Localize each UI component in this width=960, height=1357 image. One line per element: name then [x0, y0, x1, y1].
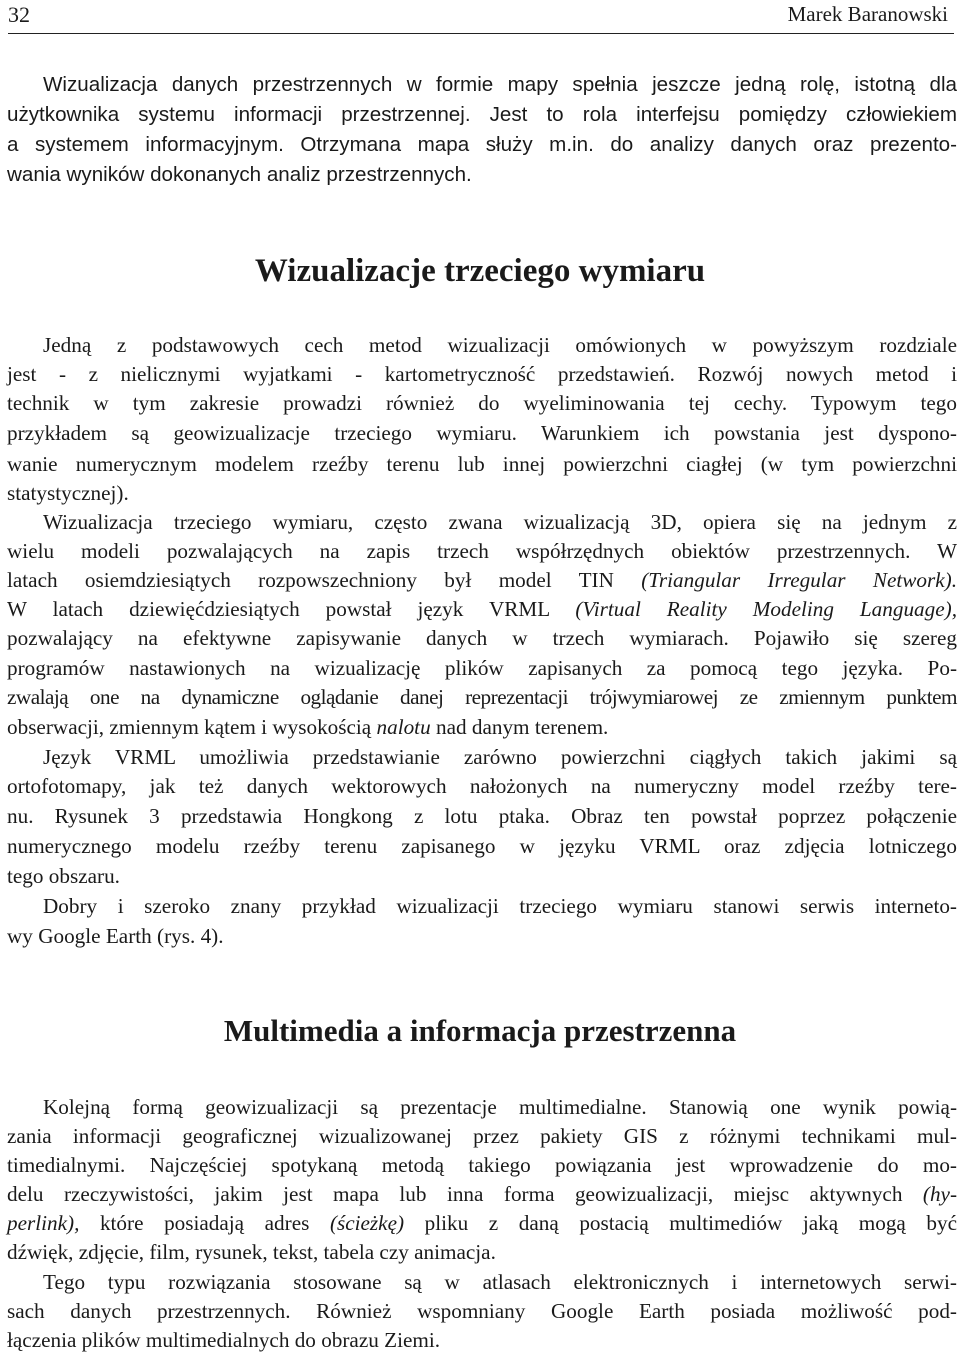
- text-line: Tego typu rozwiązania stosowane są w atlasach elektronicznych i internetowych serwi-: [43, 1270, 957, 1294]
- text-line: dźwięk, zdjęcie, film, rysunek, tekst, tabela czy animacja.: [7, 1240, 496, 1264]
- text-line: zwalają one na dynamiczne oglądanie danej reprezentacji trójwymiarowej ze zmiennym punktem: [7, 685, 957, 709]
- text-line: perlink), które posiadają adres (ścieżkę) pliku z daną postacią multimediów jaką mogą być: [7, 1211, 957, 1235]
- text-line: ortofotomapy, jak też danych wektorowych nałożonych na numeryczny model rzeźby tere-: [7, 774, 957, 798]
- text-line: nu. Rysunek 3 przedstawia Hongkong z lotu ptaka. Obraz ten powstał poprzez połączenie: [7, 804, 957, 828]
- text-line: zania informacji geograficznej wizualizowanej przez pakiety GIS z różnymi technikami mul-: [7, 1124, 957, 1148]
- text-line: W latach dziewięćdziesiątych powstał język VRML (Virtual Reality Modeling Language),: [7, 597, 958, 621]
- text-line: Jedną z podstawowych cech metod wizualizacji omówionych w powyższym rozdziale: [43, 333, 957, 357]
- page-number: 32: [8, 2, 30, 27]
- text-line: sach danych przestrzennych. Również wspomniany Google Earth posiada możliwość pod-: [7, 1299, 957, 1323]
- page-header: [8, 0, 954, 32]
- text-line: Kolejną formą geowizualizacji są prezentacje multimedialne. Stanowią one wynik powią-: [43, 1095, 957, 1119]
- text-line: Wizualizacja danych przestrzennych w formie mapy spełnia jeszcze jedną rolę, istotną dla: [43, 73, 957, 96]
- text-line: pozwalający na efektywne zapisywanie danych w trzech wymiarach. Pojawiło się szereg: [7, 626, 957, 650]
- running-head-author: Marek Baranowski: [787, 2, 948, 26]
- section-heading-3d: Wizualizacje trzeciego wymiaru: [254, 253, 706, 289]
- text-line: numerycznego modelu rzeźby terenu zapisanego w języku VRML oraz zdjęcia lotniczego: [7, 834, 957, 858]
- text-line: jest - z nielicznymi wyjatkami - kartometryczność przedstawień. Rozwój nowych metod i: [7, 362, 957, 386]
- section-heading-multimedia: Multimedia a informacja przestrzenna: [223, 1013, 737, 1048]
- text-line: Język VRML umożliwia przedstawianie zarówno powierzchni ciągłych takich jakimi są: [43, 745, 957, 769]
- text-line: obserwacji, zmiennym kątem i wysokością nalotu nad danym terenem.: [7, 715, 609, 739]
- text-line: statystycznej).: [7, 481, 129, 505]
- text-line: latach osiemdziesiątych rozpowszechniony był model TIN (Triangular Irregular Network).: [7, 568, 958, 592]
- text-line: technik w tym zakresie prowadzi również do wyeliminowania tej cechy. Typowym tego: [7, 391, 957, 415]
- text-line: Wizualizacja trzeciego wymiaru, często zwana wizualizacją 3D, opiera się na jednym z: [43, 510, 957, 534]
- text-line: wielu modeli pozwalających na zapis trzech współrzędnych obiektów przestrzennych. W: [7, 539, 957, 563]
- text-line: wy Google Earth (rys. 4).: [7, 924, 224, 948]
- text-line: timedialnymi. Najczęściej spotykaną metodą takiego powiązania jest wprowadzenie do mo-: [7, 1153, 957, 1177]
- text-line: tego obszaru.: [7, 864, 120, 888]
- text-line: użytkownika systemu informacji przestrzennej. Jest to rola interfejsu pomiędzy człowiekiem: [7, 103, 957, 126]
- text-line: a systemem informacyjnym. Otrzymana mapa służy m.in. do analizy danych oraz prezento-: [7, 133, 957, 156]
- text-line: programów nastawionych na wizualizację plików zapisanych za pomocą tego języka. Po-: [7, 656, 957, 680]
- text-line: łączenia plików multimedialnych do obrazu Ziemi.: [7, 1328, 441, 1352]
- text-line: wanie numerycznym modelem rzeźby terenu lub innej powierzchni ciagłej (w tym powierzchni: [7, 452, 957, 476]
- header-rule: [8, 33, 954, 34]
- text-line: Dobry i szeroko znany przykład wizualizacji trzeciego wymiaru stanowi serwis interneto-: [43, 894, 957, 918]
- text-line: delu rzeczywistości, jakim jest mapa lub inna forma geowizualizacji, miejsc aktywnych (hy-: [7, 1182, 958, 1206]
- text-line: wania wyników dokonanych analiz przestrzennych.: [7, 163, 472, 186]
- text-line: przykładem są geowizualizacje trzeciego wymiaru. Warunkiem ich powstania jest dyspono-: [7, 421, 957, 445]
